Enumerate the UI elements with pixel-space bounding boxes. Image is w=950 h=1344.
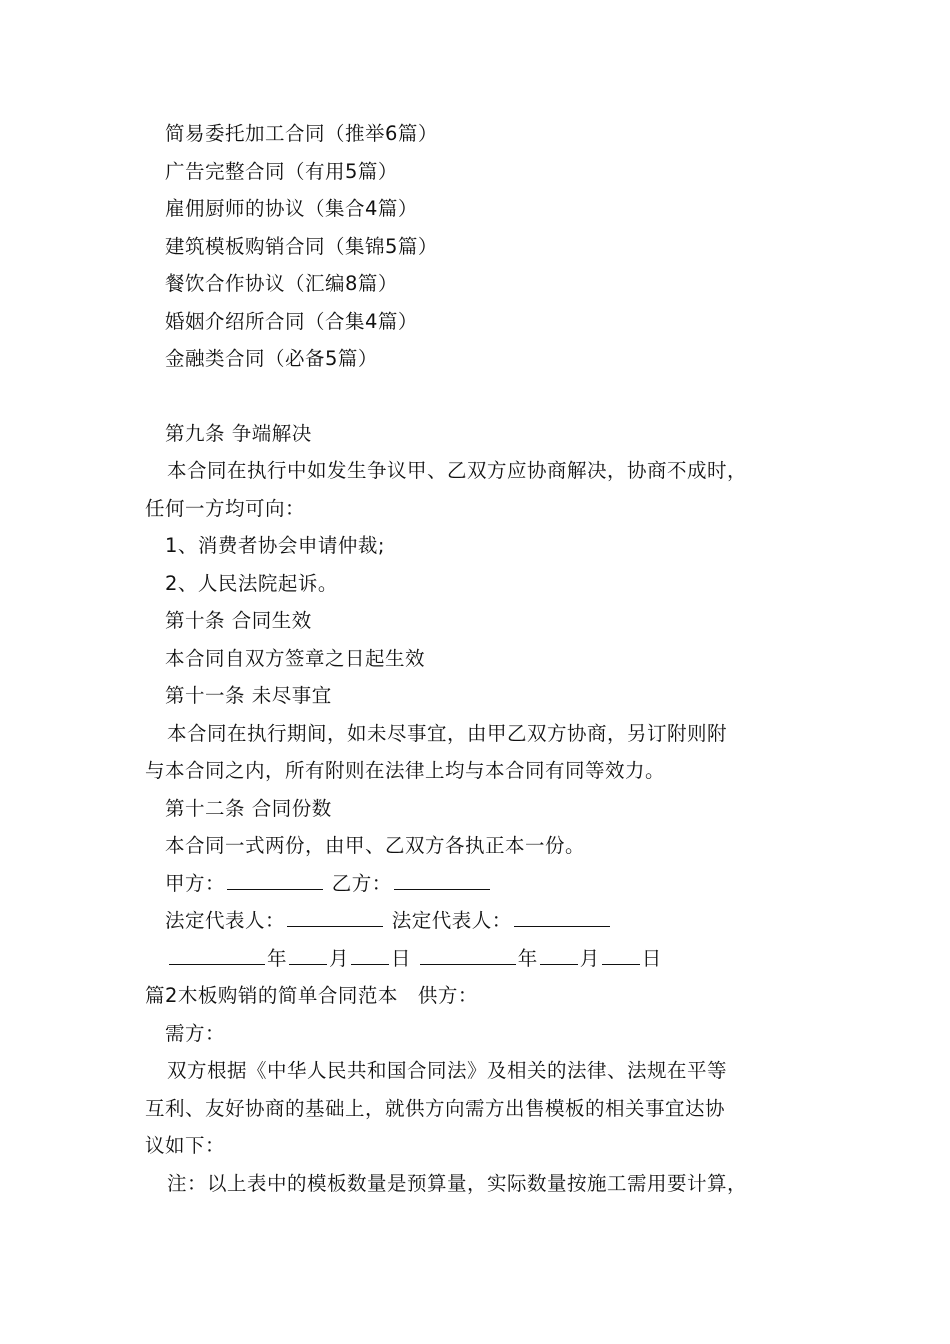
spacer	[145, 378, 835, 415]
article-11-paragraph-line: 与本合同之内，所有附则在法律上均与本合同有同等效力。	[145, 759, 666, 782]
part-2-paragraph-line: 议如下：	[145, 1134, 226, 1157]
related-list-item[interactable]: 广告完整合同（有用5篇）	[165, 159, 398, 183]
article-12-text: 本合同一式两份，由甲、乙双方各执正本一份。	[165, 834, 586, 857]
related-list-item[interactable]: 雇佣厨师的协议（集合4篇）	[165, 197, 418, 220]
document-body	[145, 115, 835, 1202]
party-b-blank[interactable]	[394, 869, 490, 890]
related-list-item[interactable]: 婚姻介绍所合同（合集4篇）	[165, 309, 418, 333]
article-9-paragraph-line: 任何一方均可向：	[145, 496, 306, 520]
month-label: 月	[329, 946, 350, 970]
article-9-item: 2、人民法院起诉。	[165, 571, 338, 595]
article-10-text: 本合同自双方签章之日起生效	[165, 646, 426, 670]
year-a-blank[interactable]	[169, 944, 265, 965]
part-2-paragraph-line: 互利、友好协商的基础上，就供方向需方出售模板的相关事宜达协	[145, 1096, 726, 1120]
related-list-item[interactable]: 建筑模板购销合同（集锦5篇）	[165, 234, 438, 258]
article-9-paragraph-line: 本合同在执行中如发生争议甲、乙双方应协商解决，协商不成时，	[167, 459, 748, 482]
article-9-item: 1、消费者协会申请仲裁;	[165, 534, 385, 557]
article-11-paragraph-line: 本合同在执行期间，如未尽事宜，由甲乙双方协商，另订附则附	[167, 721, 728, 745]
rep-b-blank[interactable]	[514, 906, 610, 927]
article-11-heading: 第十一条 未尽事宜	[165, 684, 332, 707]
related-list-item[interactable]: 金融类合同（必备5篇）	[165, 347, 378, 370]
related-list-item[interactable]: 简易委托加工合同（推举6篇）	[165, 122, 438, 145]
part-2-buyer: 需方：	[165, 1021, 226, 1045]
party-a-blank[interactable]	[227, 869, 323, 890]
rep-a-blank[interactable]	[287, 906, 383, 927]
part-2-note: 注：以上表中的模板数量是预算量，实际数量按施工需用要计算，	[167, 1171, 748, 1195]
article-12-heading: 第十二条 合同份数	[165, 796, 332, 820]
day-a-blank[interactable]	[351, 944, 389, 965]
related-list-item[interactable]: 餐饮合作协议（汇编8篇）	[165, 272, 398, 295]
rep-b-label: 法定代表人：	[391, 909, 512, 932]
month-b-blank[interactable]	[540, 944, 578, 965]
party-a-label: 甲方：	[165, 871, 226, 895]
month-a-blank[interactable]	[289, 944, 327, 965]
party-b-label: 乙方：	[331, 871, 392, 895]
day-b-blank[interactable]	[602, 944, 640, 965]
article-10-heading: 第十条 合同生效	[165, 609, 312, 632]
month-label: 月	[579, 946, 600, 970]
part-2-paragraph-line: 双方根据《中华人民共和国合同法》及相关的法律、法规在平等	[167, 1059, 728, 1082]
year-label: 年	[517, 946, 538, 970]
article-9-heading: 第九条 争端解决	[165, 421, 312, 445]
year-b-blank[interactable]	[420, 944, 516, 965]
part-2-title: 篇2木板购销的简单合同范本 供方：	[145, 984, 478, 1007]
day-label: 日	[641, 946, 662, 970]
party-signature-line	[145, 865, 835, 903]
date-signature-line	[145, 940, 835, 978]
representative-signature-line	[145, 902, 835, 940]
day-label: 日	[391, 946, 412, 970]
rep-a-label: 法定代表人：	[165, 909, 286, 932]
year-label: 年	[267, 946, 288, 970]
